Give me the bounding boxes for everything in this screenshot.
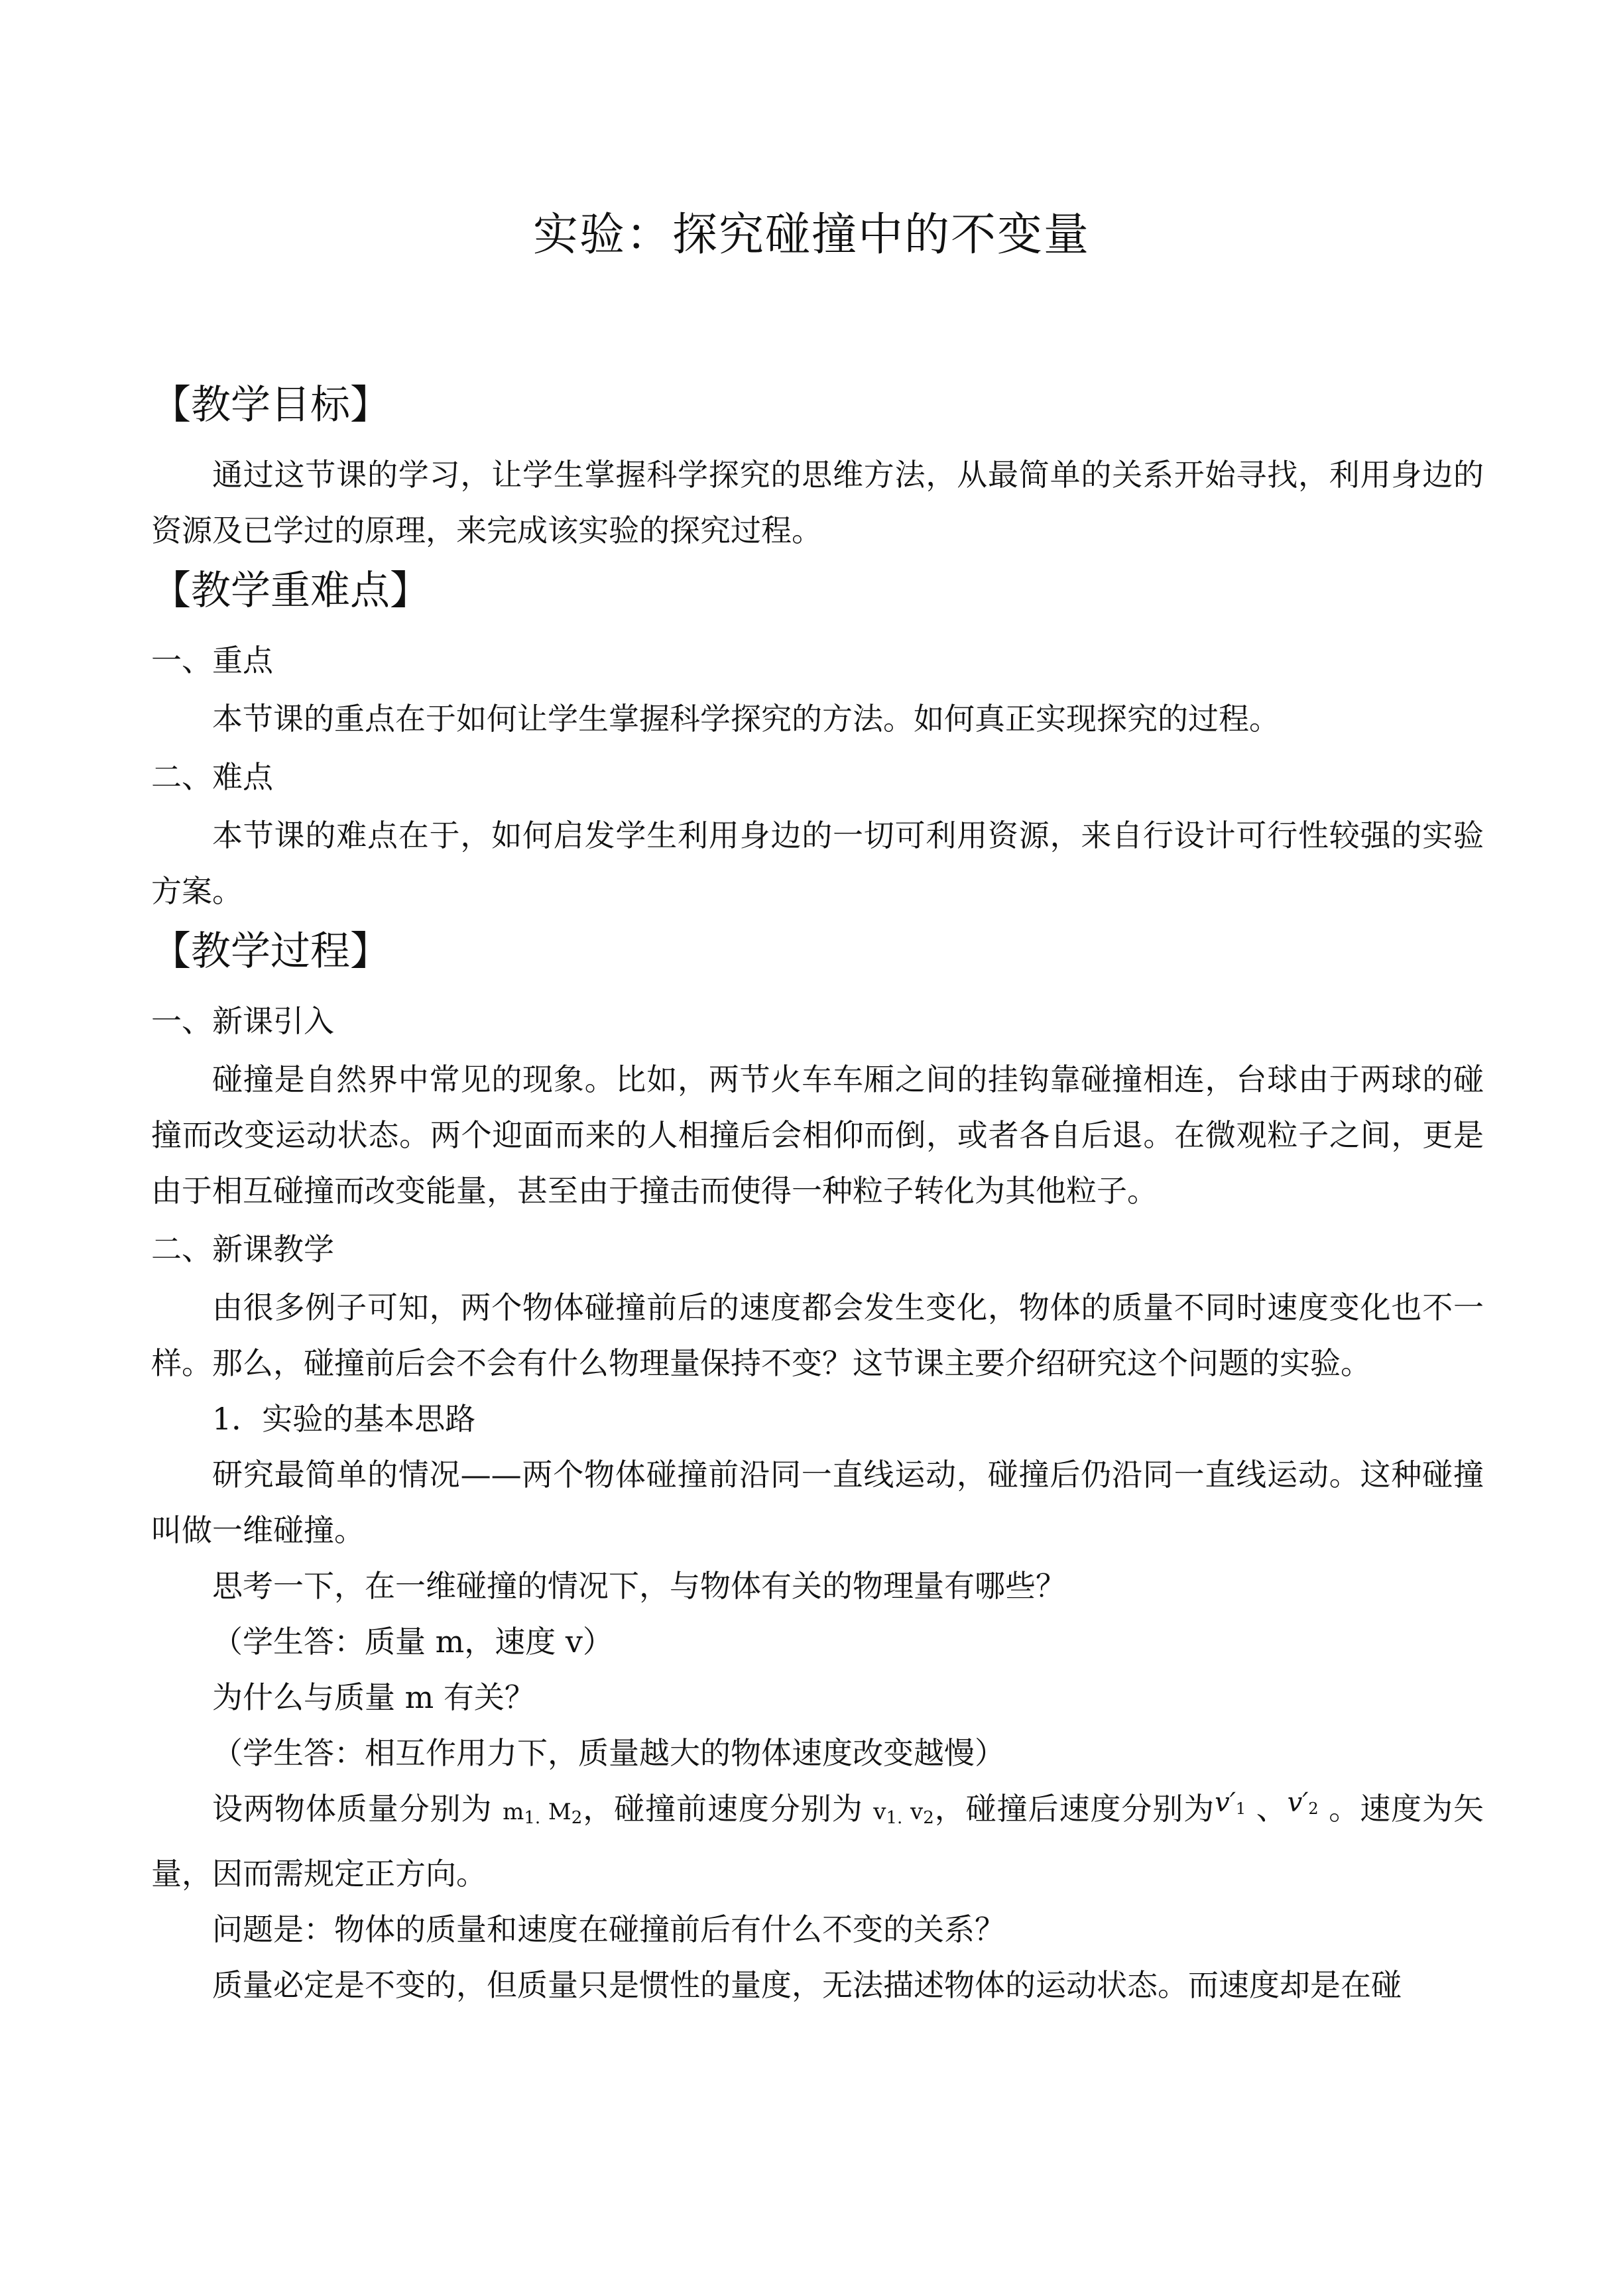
step1-paragraph: 研究最简单的情况——两个物体碰撞前沿同一直线运动，碰撞后仍沿同一直线运动。这种碰撞叫做一维碰撞。 [151,1457,1484,1548]
teaching-label: 二、新课教学 [151,1231,334,1267]
setup-separator: 、 [1246,1791,1288,1827]
mass-2-subscript: 2 [571,1808,583,1828]
velocity-1-subscript: 1. [886,1808,903,1828]
intro-paragraph: 碰撞是自然界中常见的现象。比如，两节火车车厢之间的挂钩靠碰撞相连，台球由于两球的碰撞而改变运动状态。两个迎面而来的人相撞后会相仰而倒，或者各自后退。在微观粒子之间，更是由于相互碰撞而改变能量，甚至由于撞击而使得一种粒子转化为其他粒子。 [151,1061,1484,1209]
teaching-paragraph: 由很多例子可知，两个物体碰撞前后的速度都会发生变化，物体的质量不同时速度变化也不一样。那么，碰撞前后会不会有什么物理量保持不变？这节课主要介绍研究这个问题的实验。 [151,1290,1484,1381]
difficulty-paragraph: 本节课的难点在于，如何启发学生利用身边的一切可利用资源，来自行设计可行性较强的实验方案。 [151,817,1484,909]
mass-1-subscript: 1. [524,1808,541,1828]
setup-paragraph [151,1781,1484,1902]
mass-1-symbol: m [503,1799,524,1825]
section-heading-key-points: 【教学重难点】 [151,568,430,614]
question-2: 为什么与质量 m 有关？ [212,1679,535,1715]
velocity-1-symbol: v [873,1799,886,1825]
setup-text-2: ，碰撞前速度分别为 [582,1791,874,1827]
setup-text-4: 。速度为矢量，因而需规定正方向。 [151,1791,1484,1892]
velocity-after-1-symbol: v′ [1215,1787,1236,1818]
answer-1: （学生答：质量 m，速度 v） [212,1624,613,1660]
velocity-before [873,1799,934,1828]
velocity-2-subscript: 2 [923,1808,934,1828]
mass-1 [503,1799,583,1828]
answer-2: （学生答：相互作用力下，质量越大的物体速度改变越慢） [212,1735,1005,1771]
velocity-2-symbol: v [902,1799,924,1825]
goals-paragraph: 通过这节课的学习，让学生掌握科学探究的思维方法，从最简单的关系开始寻找，利用身边的资源及已学过的原理，来完成该实验的探究过程。 [151,457,1484,548]
step1-label: 1．实验的基本思路 [212,1401,476,1437]
document-title: 实验：探究碰撞中的不变量 [532,209,1090,261]
section-heading-process: 【教学过程】 [151,928,390,975]
velocity-after-2 [1288,1787,1319,1818]
question-invariant: 问题是：物体的质量和速度在碰撞前后有什么不变的关系？ [212,1911,1005,1947]
mass-2-symbol: M [540,1799,571,1825]
velocity-after-2-symbol: v′ [1287,1787,1309,1818]
document-body [151,378,1484,2013]
section-heading-goals: 【教学目标】 [151,382,390,428]
setup-text-1: 设两物体质量分别为 [212,1791,503,1827]
difficulty-label: 二、难点 [151,759,273,795]
velocity-after-1-subscript: 1 [1235,1799,1246,1818]
key-point-paragraph: 本节课的重点在于如何让学生掌握科学探究的方法。如何真正实现探究的过程。 [212,701,1280,737]
velocity-after-2-subscript: 2 [1308,1799,1319,1818]
intro-label: 一、新课引入 [151,1003,334,1039]
velocity-after-1 [1215,1787,1246,1818]
setup-text-3: ，碰撞后速度分别为 [933,1791,1215,1827]
question-1: 思考一下，在一维碰撞的情况下，与物体有关的物理量有哪些？ [212,1568,1066,1604]
key-point-label: 一、重点 [151,642,273,678]
last-paragraph: 质量必定是不变的，但质量只是惯性的量度，无法描述物体的运动状态。而速度却是在碰 [212,1967,1402,2003]
